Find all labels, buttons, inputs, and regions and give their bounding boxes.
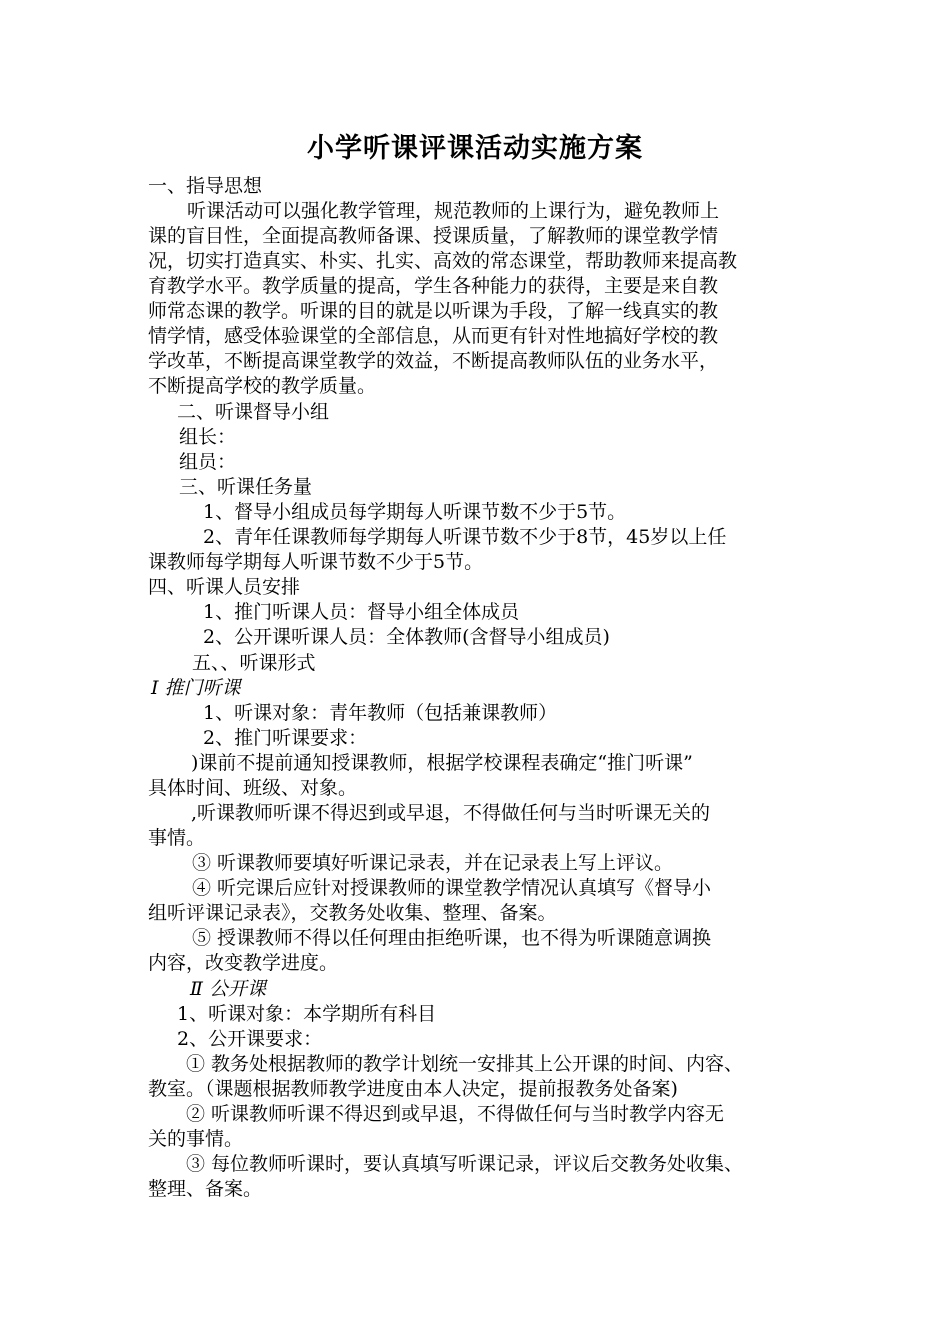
- paragraph-line: 情学情，感受体验课堂的全部信息，从而更有针对性地搞好学校的教: [148, 325, 719, 347]
- paragraph-line: 不断提高学校的教学质量。: [148, 375, 377, 397]
- subsection-heading: Ⅰ 推门听课: [151, 677, 241, 699]
- requirement-item-continuation: 教室。（课题根据教师教学进度由本人决定，提前报教务处备案): [148, 1078, 678, 1100]
- paragraph-line: 听课活动可以强化教学管理，规范教师的上课行为，避免教师上: [187, 200, 720, 222]
- list-item-continuation: 课教师每学期每人听课节数不少于5节。: [148, 551, 484, 573]
- list-item: 2、公开课听课人员：全体教师(含督导小组成员): [203, 626, 610, 648]
- paragraph-line: 学改革，不断提高课堂教学的效益，不断提高教师队伍的业务水平，: [148, 350, 719, 372]
- paragraph-line: 师常态课的教学。听课的目的就是以听课为手段，了解一线真实的教: [148, 300, 719, 322]
- requirement-item: ③ 听课教师要填好听课记录表，并在记录表上写上评议。: [192, 852, 674, 874]
- paragraph-line: 育教学水平。教学质量的提高，学生各种能力的获得，主要是来自教: [148, 275, 719, 297]
- document-title: 小学听课评课活动实施方案: [307, 133, 643, 164]
- group-leader-line: 组长：: [179, 426, 237, 448]
- subsection-heading: Ⅱ 公开课: [190, 978, 266, 1000]
- section-heading-1: 一、指导思想: [148, 175, 263, 197]
- requirement-item-continuation: 关的事情。: [148, 1128, 244, 1150]
- requirement-item: ① 教务处根据教师的教学计划统一安排其上公开课的时间、内容、: [186, 1053, 744, 1075]
- requirement-item: ⑤ 授课教师不得以任何理由拒绝听课，也不得为听课随意调换: [192, 927, 712, 949]
- requirement-item-continuation: 具体时间、班级、对象。: [148, 777, 358, 799]
- requirement-item-continuation: 事情。: [148, 827, 206, 849]
- section-heading-5: 五、、听课形式: [192, 652, 316, 674]
- requirement-item: ② 听课教师听课不得迟到或早退，不得做任何与当时教学内容无: [186, 1103, 725, 1125]
- paragraph-line: 课的盲目性，全面提高教师备课、授课质量，了解教师的课堂教学情: [148, 225, 719, 247]
- requirement-item: ,听课教师听课不得迟到或早退，不得做任何与当时听课无关的: [191, 802, 711, 824]
- requirement-item-continuation: 内容，改变教学进度。: [148, 952, 339, 974]
- paragraph-line: 况，切实打造真实、朴实、扎实、高效的常态课堂，帮助教师来提高教: [148, 250, 738, 272]
- section-heading-4: 四、听课人员安排: [148, 576, 301, 598]
- list-item: 1、听课对象：青年教师（包括兼课教师）: [203, 702, 558, 724]
- list-item: 2、公开课要求：: [177, 1028, 323, 1050]
- list-item: 1、听课对象：本学期所有科目: [177, 1003, 437, 1025]
- section-heading-2: 二、听课督导小组: [177, 401, 330, 423]
- list-item: 2、青年任课教师每学期每人听课节数不少于8节，45岁以上任: [203, 526, 727, 548]
- requirement-item: ④ 听完课后应针对授课教师的课堂教学情况认真填写《督导小: [192, 877, 712, 899]
- requirement-item: ③ 每位教师听课时，要认真填写听课记录，评议后交教务处收集、: [186, 1153, 744, 1175]
- list-item: 1、督导小组成员每学期每人听课节数不少于5节。: [203, 501, 627, 523]
- requirement-item-continuation: 整理、备案。: [148, 1178, 263, 1200]
- section-heading-3: 三、听课任务量: [179, 476, 313, 498]
- requirement-item: )课前不提前通知授课教师，根据学校课程表确定“推门听课”: [191, 752, 693, 774]
- requirement-item-continuation: 组听评课记录表》，交教务处收集、整理、备案。: [148, 902, 557, 924]
- list-item: 2、推门听课要求：: [203, 727, 368, 749]
- group-member-line: 组员：: [179, 451, 237, 473]
- list-item: 1、推门听课人员：督导小组全体成员: [203, 601, 520, 623]
